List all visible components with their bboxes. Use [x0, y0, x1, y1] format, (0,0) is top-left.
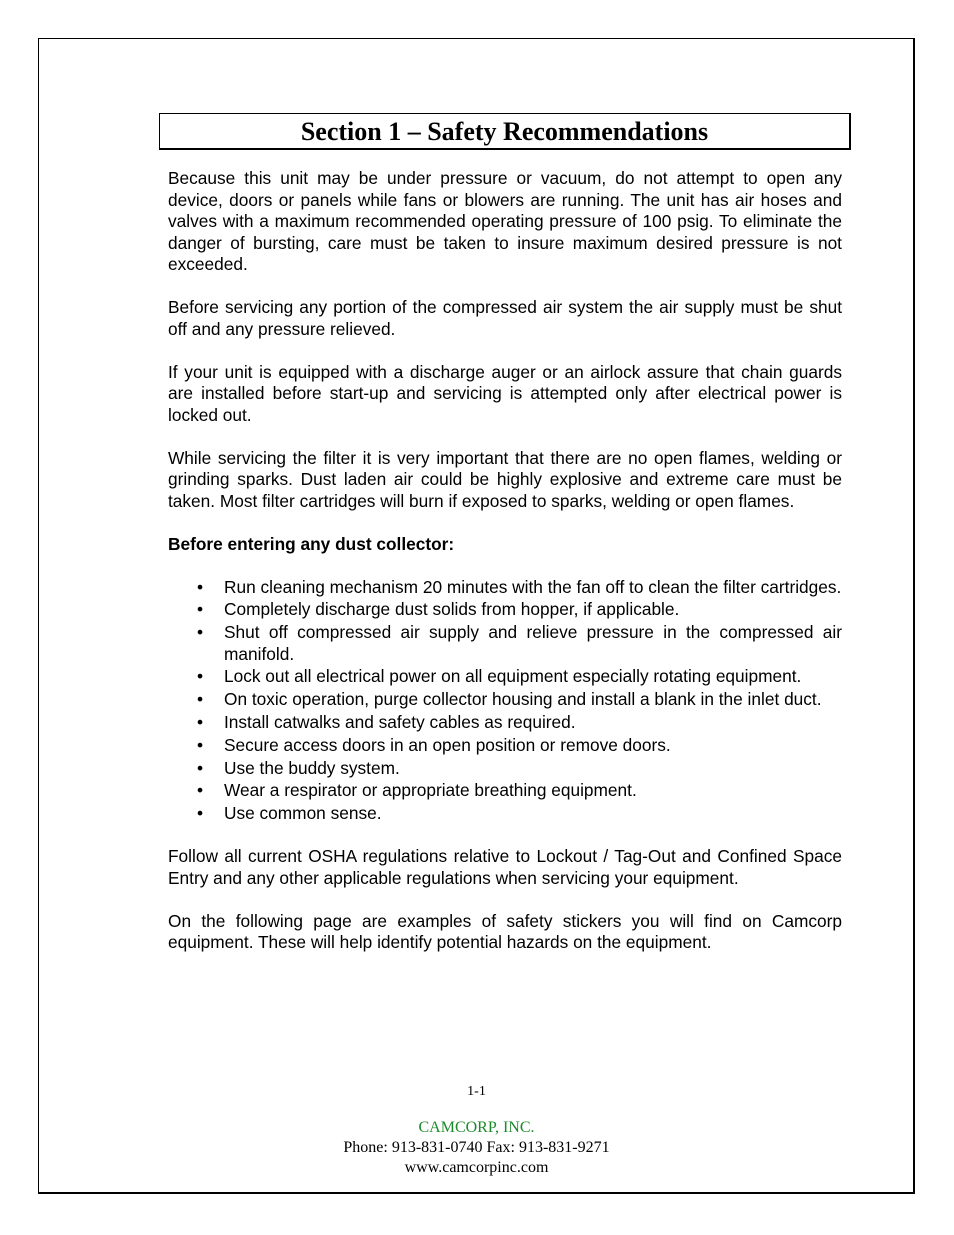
list-item	[168, 689, 842, 711]
bullet-icon: •	[197, 803, 204, 824]
section-title: Section 1 – Safety Recommendations	[159, 113, 851, 150]
safety-checklist	[168, 577, 842, 825]
list-item	[168, 758, 842, 780]
bullet-icon: •	[197, 622, 204, 643]
bullet-icon: •	[197, 666, 204, 687]
list-item-text: On toxic operation, purge collector housing and install a blank in the inlet duct.	[224, 689, 822, 710]
list-item-text: Use common sense.	[224, 803, 382, 824]
list-item-text: Use the buddy system.	[224, 757, 400, 778]
list-item-text: Wear a respirator or appropriate breathing equipment.	[224, 780, 637, 801]
list-item	[168, 712, 842, 734]
list-item	[168, 599, 842, 621]
bullet-icon: •	[197, 689, 204, 710]
list-item-text: Lock out all electrical power on all equipment especially rotating equipment.	[224, 666, 802, 687]
paragraph-osha: Follow all current OSHA regulations relative to Lockout / Tag-Out and Confined Space Entry and any other applicable regulations when servicing your equipment.	[168, 846, 842, 888]
list-item	[168, 780, 842, 802]
list-item-text: Shut off compressed air supply and relieve pressure in the compressed air manifold.	[224, 622, 842, 664]
page-number: 1-1	[467, 1084, 486, 1099]
list-item	[168, 666, 842, 688]
bullet-icon: •	[197, 734, 204, 755]
list-item-text: Secure access doors in an open position or remove doors.	[224, 734, 671, 755]
company-name: CAMCORP, INC.	[418, 1119, 535, 1136]
paragraph-pressure-warning: Because this unit may be under pressure or vacuum, do not attempt to open any device, doors or panels while fans or blowers are running. The unit has air hoses and valves with a maximum recommended operating pressure of 100 psig. To eliminate the danger of bursting, care must be taken to insure maximum desired pressure is not exceeded.	[168, 168, 842, 274]
bullet-icon: •	[197, 780, 204, 801]
list-item	[168, 803, 842, 825]
list-item-text: Run cleaning mechanism 20 minutes with the fan off to clean the filter cartridges.	[224, 576, 842, 597]
list-item-text: Install catwalks and safety cables as required.	[224, 711, 576, 732]
paragraph-compressed-air: Before servicing any portion of the compressed air system the air supply must be shut off and any pressure relieved.	[168, 297, 842, 339]
company-website: www.camcorpinc.com	[404, 1159, 549, 1176]
paragraph-chain-guards: If your unit is equipped with a discharge auger or an airlock assure that chain guards are installed before start-up and servicing is attempted only after electrical power is locked out.	[168, 361, 842, 425]
bullet-icon: •	[197, 576, 204, 597]
list-item	[168, 577, 842, 599]
contact-phone-fax: Phone: 913-831-0740 Fax: 913-831-9271	[343, 1139, 610, 1156]
document-body	[168, 168, 842, 975]
bullet-icon: •	[197, 711, 204, 732]
paragraph-open-flames: While servicing the filter it is very important that there are no open flames, welding or grinding sparks. Dust laden air could be highly explosive and extreme care must be taken. Most filter cartridges will burn if exposed to sparks, welding or open flames.	[168, 447, 842, 511]
subheading-before-entering: Before entering any dust collector:	[168, 533, 455, 554]
list-item	[168, 735, 842, 757]
paragraph-safety-stickers: On the following page are examples of safety stickers you will find on Camcorp equipment. These will help identify potential hazards on the equipment.	[168, 910, 842, 953]
list-item	[168, 622, 842, 665]
bullet-icon: •	[197, 599, 204, 620]
list-item-text: Completely discharge dust solids from hopper, if applicable.	[224, 599, 680, 620]
bullet-icon: •	[197, 757, 204, 778]
